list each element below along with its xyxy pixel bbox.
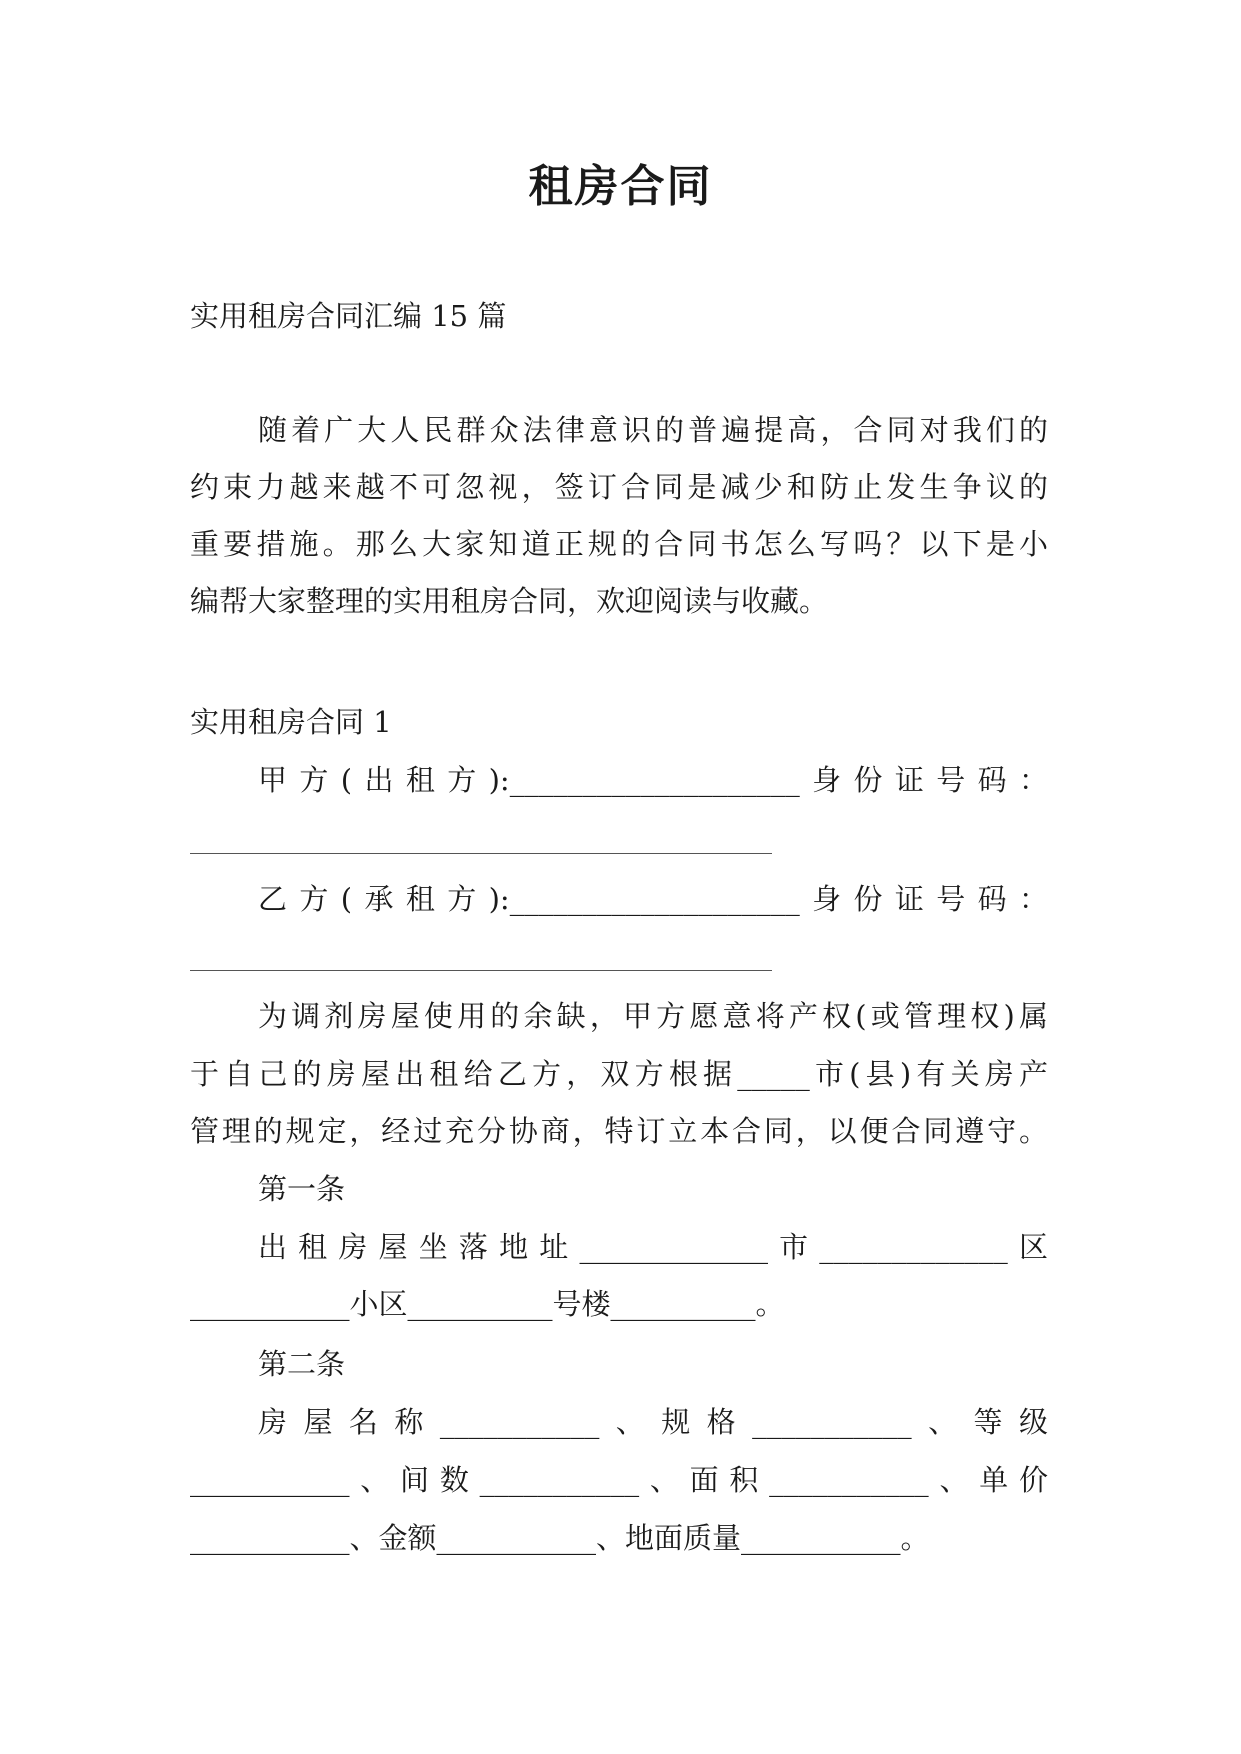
article-2-line: ___________、金额___________、地面质量___________。	[190, 1521, 930, 1555]
party-b-line: 乙方(承租方):____________________身份证号码：	[258, 882, 1048, 916]
document-title: 租房合同	[528, 161, 713, 212]
document-subtitle: 实用租房合同汇编 15 篇	[190, 299, 507, 333]
party-b-id-blank	[190, 970, 772, 971]
intro-line: 重要措施。那么大家知道正规的合同书怎么写吗？以下是小	[190, 527, 1048, 561]
section-heading: 实用租房合同 1	[190, 705, 392, 739]
purpose-line: 于自己的房屋出租给乙方，双方根据_____市(县)有关房产	[190, 1057, 1048, 1091]
intro-line: 随着广大人民群众法律意识的普遍提高，合同对我们的	[258, 413, 1048, 447]
intro-line: 编帮大家整理的实用租房合同，欢迎阅读与收藏。	[190, 584, 829, 618]
purpose-line: 管理的规定，经过充分协商，特订立本合同，以便合同遵守。	[190, 1114, 1048, 1148]
article-2-heading: 第二条	[258, 1347, 346, 1381]
article-1-line: ___________小区__________号楼__________。	[190, 1287, 785, 1321]
intro-line: 约束力越来越不可忽视，签订合同是减少和防止发生争议的	[190, 470, 1048, 504]
purpose-line: 为调剂房屋使用的余缺，甲方愿意将产权(或管理权)属	[258, 999, 1048, 1033]
party-a-id-blank	[190, 853, 772, 854]
article-2-line: 房屋名称___________、规格___________、等级	[258, 1405, 1048, 1439]
article-1-line: 出租房屋坐落地址_____________市_____________区	[258, 1230, 1048, 1264]
article-2-line: ___________、间数___________、面积___________、单价	[190, 1463, 1048, 1497]
article-1-heading: 第一条	[258, 1172, 346, 1206]
party-a-line: 甲方(出租方):____________________身份证号码：	[258, 763, 1048, 797]
